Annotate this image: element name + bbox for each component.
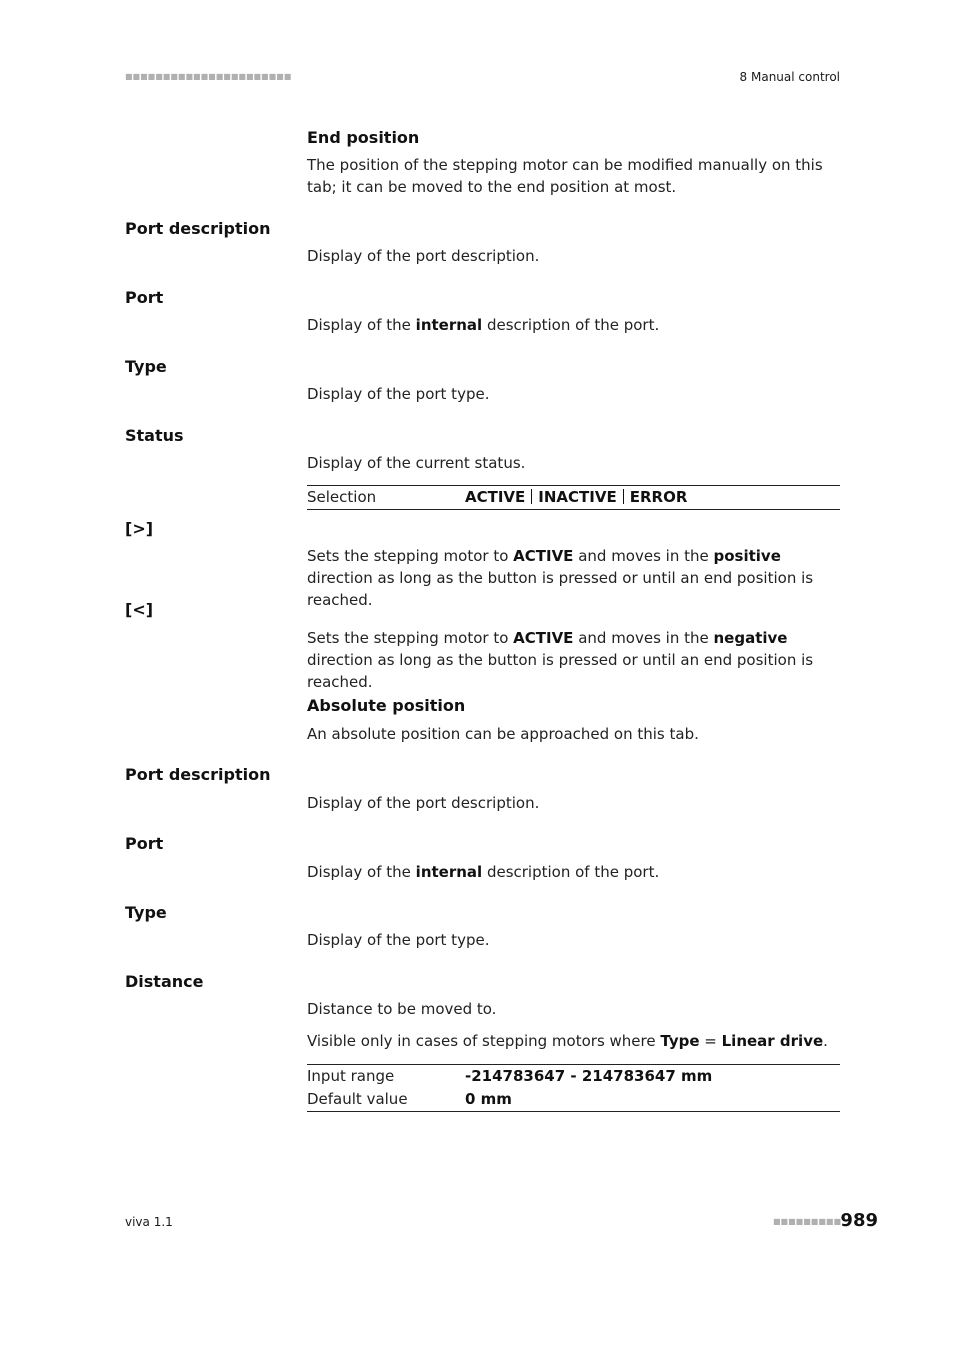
selection-options <box>465 486 687 509</box>
option-inactive: INACTIVE <box>538 488 617 506</box>
option-error: ERROR <box>629 488 688 506</box>
desc-port-2: Display of the internal description of the port. <box>307 863 660 881</box>
section-title-end-position: End position <box>307 128 420 147</box>
status-selection-table <box>307 485 840 510</box>
selection-label: Selection <box>307 488 377 506</box>
option-active: ACTIVE <box>465 488 526 506</box>
desc-status: Display of the current status. <box>307 454 526 472</box>
term-port-description: Port description <box>125 219 271 238</box>
desc-type: Display of the port type. <box>307 385 490 403</box>
footer-decoration: ■■■■■■■■■ <box>773 1217 842 1226</box>
desc-backward-button: Sets the stepping motor to ACTIVE and moves in the negative direction as long as the button is pressed or until an end position is reached. <box>307 629 814 691</box>
term-port: Port <box>125 288 164 307</box>
desc-port: Display of the internal description of the port. <box>307 316 660 334</box>
term-port-description-2: Port description <box>125 765 271 784</box>
footer-product: viva 1.1 <box>125 1215 173 1229</box>
selection-row <box>307 486 840 509</box>
input-range-label: Input range <box>307 1067 395 1085</box>
term-forward-button: [>] <box>125 519 154 538</box>
term-backward-button: [<] <box>125 600 154 619</box>
header-decoration: ■■■■■■■■■■■■■■■■■■■■■■ <box>125 72 292 81</box>
desc-forward-button: Sets the stepping motor to ACTIVE and moves in the positive direction as long as the button is pressed or until an end position is reached. <box>307 547 814 609</box>
absolute-position-intro: An absolute position can be approached on this tab. <box>307 725 699 743</box>
distance-visibility-note: Visible only in cases of stepping motors where Type = Linear drive. <box>307 1032 828 1050</box>
input-range-value: -214783647 - 214783647 mm <box>465 1067 713 1085</box>
default-value-row <box>307 1088 840 1111</box>
section-title-absolute-position: Absolute position <box>307 696 466 715</box>
chapter-title: 8 Manual control <box>739 70 840 84</box>
end-position-intro: The position of the stepping motor can be modified manually on this tab; it can be moved to the end position at most. <box>307 156 823 196</box>
input-range-row <box>307 1065 840 1088</box>
term-type: Type <box>125 357 167 376</box>
default-value-label: Default value <box>307 1090 408 1108</box>
term-status: Status <box>125 426 184 445</box>
desc-distance: Distance to be moved to. <box>307 1000 497 1018</box>
distance-parameter-table <box>307 1064 840 1112</box>
desc-port-description: Display of the port description. <box>307 247 540 265</box>
desc-type-2: Display of the port type. <box>307 931 490 949</box>
default-value: 0 mm <box>465 1090 512 1108</box>
term-type-2: Type <box>125 903 167 922</box>
desc-port-description-2: Display of the port description. <box>307 794 540 812</box>
term-distance: Distance <box>125 972 204 991</box>
term-port-2: Port <box>125 834 164 853</box>
page-number: 989 <box>840 1210 878 1231</box>
